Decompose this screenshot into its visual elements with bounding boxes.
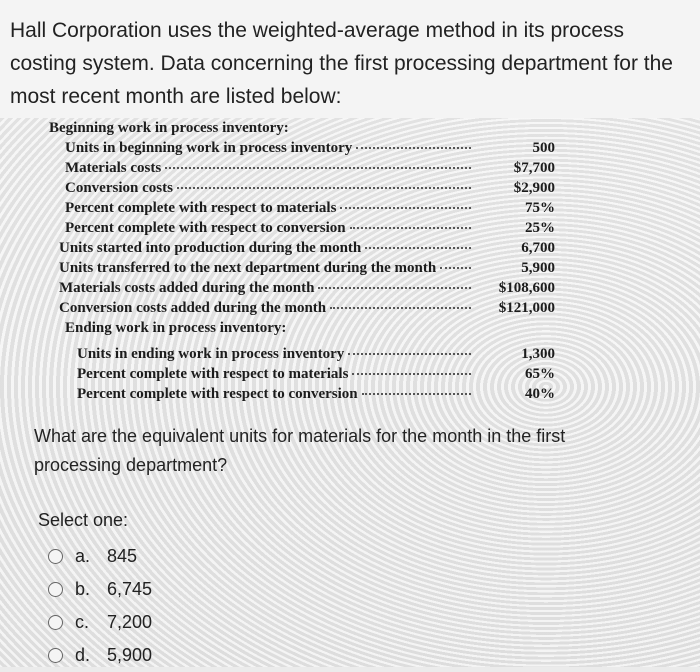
row-label: Units transferred to the next department during the month (59, 260, 437, 276)
row-label: Units in ending work in process inventory (77, 346, 345, 362)
table-row (49, 384, 555, 404)
row-value: 1,300 (521, 346, 555, 362)
row-label: Percent complete with respect to materials (65, 200, 337, 216)
option-text: 845 (107, 546, 138, 566)
row-label: Conversion costs added during the month (59, 300, 327, 316)
answer-options (48, 540, 152, 672)
table-row (49, 198, 555, 218)
row-value: $108,600 (498, 280, 555, 296)
dot-leader (365, 235, 471, 249)
radio-button[interactable] (48, 615, 63, 630)
row-label: Materials costs added during the month (59, 280, 315, 296)
table-row (49, 364, 555, 384)
dot-leader (340, 195, 471, 209)
row-value: 40% (525, 386, 555, 402)
row-label: Percent complete with respect to conversion (65, 220, 346, 236)
option-letter: b. (75, 579, 91, 599)
beginning-wip-heading (49, 118, 555, 138)
radio-button[interactable] (48, 648, 63, 663)
dot-leader (440, 255, 471, 269)
ending-wip-heading (49, 318, 555, 338)
row-value: 5,900 (521, 260, 555, 276)
option-letter: c. (75, 612, 90, 632)
row-value: 25% (525, 220, 555, 236)
table-row (49, 178, 555, 198)
option-letter: a. (75, 546, 91, 566)
dot-leader (348, 341, 471, 355)
table-row (49, 298, 555, 318)
option-text: 5,900 (107, 645, 153, 665)
table-row (49, 278, 555, 298)
dot-leader (350, 215, 471, 229)
row-label: Conversion costs (65, 180, 173, 196)
row-value: 75% (525, 200, 555, 216)
radio-button[interactable] (48, 582, 63, 597)
dot-leader (352, 361, 471, 375)
dot-leader (362, 381, 471, 395)
row-label: Percent complete with respect to materials (77, 366, 349, 382)
row-label: Percent complete with respect to conversion (77, 386, 358, 402)
row-value: 6,700 (521, 240, 555, 256)
table-row (49, 238, 555, 258)
row-label: Units started into production during the month (59, 240, 362, 256)
row-value: $7,700 (513, 160, 555, 176)
question-intro: Hall Corporation uses the weighted-average method in its process costing system. Data concerning the first processing department for the most recent month are listed below: (10, 19, 673, 108)
table-heading: Beginning work in process inventory: (49, 120, 289, 136)
question-prompt: What are the equivalent units for materials for the month in the first processing department? (34, 426, 566, 475)
table-row (49, 218, 555, 238)
row-label: Materials costs (65, 160, 162, 176)
row-label: Units in beginning work in process inventory (65, 140, 353, 156)
option-text: 6,745 (107, 579, 153, 599)
option-b[interactable] (48, 573, 152, 606)
option-a[interactable] (48, 540, 152, 573)
option-letter: d. (75, 645, 91, 665)
table-heading: Ending work in process inventory: (65, 320, 287, 336)
option-c[interactable] (48, 606, 152, 639)
option-text: 7,200 (107, 612, 153, 632)
row-value: $2,900 (513, 180, 555, 196)
select-one-label: Select one: (38, 510, 129, 530)
dot-leader (165, 155, 471, 169)
option-d[interactable] (48, 639, 152, 672)
dot-leader (318, 275, 471, 289)
dot-leader (177, 175, 471, 189)
radio-button[interactable] (48, 549, 63, 564)
dot-leader (330, 295, 471, 309)
dot-leader (356, 135, 471, 149)
row-value: 500 (532, 140, 555, 156)
row-value: $121,000 (498, 300, 555, 316)
table-row (49, 344, 555, 364)
data-table (49, 118, 555, 404)
table-row (49, 258, 555, 278)
row-value: 65% (525, 366, 555, 382)
